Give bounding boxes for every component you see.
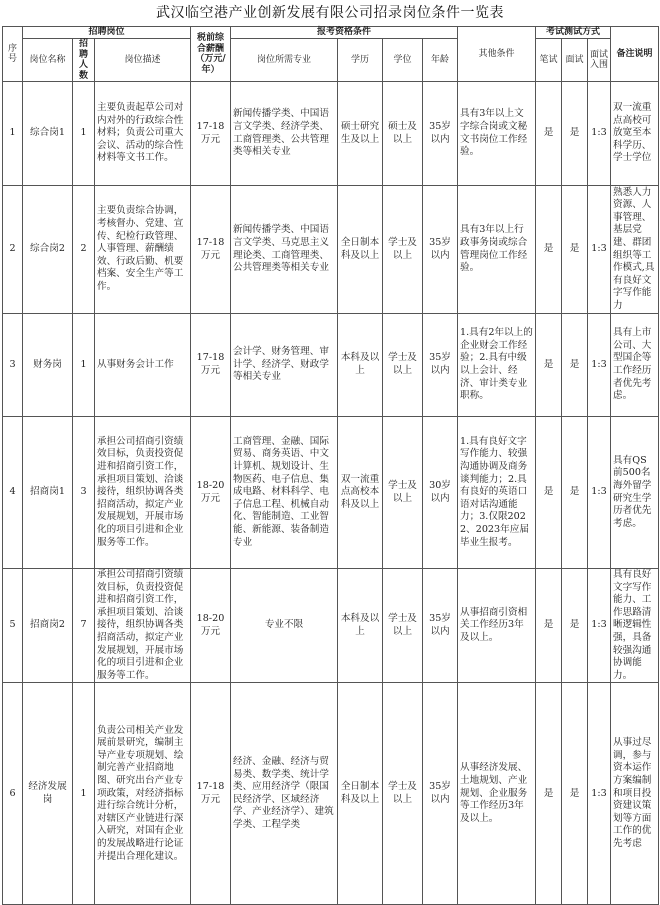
header-headcount: 招聘人数: [73, 39, 95, 82]
cell-major: 新闻传播学类、中国语言文学类、经济学类、工商管理类、公共管理类等相关专业: [231, 82, 338, 186]
cell-description-text: 承担公司招商引资绩效目标，负责投资促进和招商引资工作，承担项目策划、洽谈接待，组织协调各类招商活动，拟定产业发展规划，开展市场化的项目引进和企业服务等工作。: [97, 569, 184, 681]
header-salary: 税前综合薪酬（万元/年）: [191, 27, 231, 82]
table-row: [3, 417, 659, 569]
header-other: 其他条件: [458, 27, 536, 82]
cell-other: 具有3年以上行政事务岗或综合管理岗位工作经验。: [458, 186, 536, 314]
cell-position-name: 财务岗: [23, 314, 73, 417]
cell-seq: 3: [3, 314, 23, 417]
cell-position-name: 综合岗1: [23, 82, 73, 186]
cell-major: 专业不限: [231, 569, 338, 683]
cell-education: 双一流重点高校本科及以上: [338, 417, 383, 569]
cell-major: 会计学、财务管理、审计学、经济学、财政学等相关专业: [231, 314, 338, 417]
cell-degree: 学士及以上: [383, 186, 423, 314]
cell-interview: 是: [562, 569, 588, 683]
cell-other: 从事招商引资相关工作经历3年及以上。: [458, 569, 536, 683]
cell-position-name: 综合岗2: [23, 186, 73, 314]
cell-written: 是: [536, 417, 562, 569]
table-row: [3, 186, 659, 314]
cell-other: 具有3年以上文字综合岗或文秘文书岗位工作经验。: [458, 82, 536, 186]
cell-ratio: 1:3: [588, 82, 611, 186]
cell-seq: 2: [3, 186, 23, 314]
header-major: 岗位所需专业: [231, 39, 338, 82]
cell-interview: 是: [562, 417, 588, 569]
cell-interview: 是: [562, 314, 588, 417]
cell-description: 从事财务会计工作: [95, 314, 191, 417]
cell-headcount: 1: [73, 683, 95, 905]
cell-age: 35岁以内: [423, 82, 458, 186]
table-row: [3, 82, 659, 186]
header-remarks: 备注说明: [611, 27, 659, 82]
header-position-name: 岗位名称: [23, 39, 73, 82]
cell-ratio: 1:3: [588, 314, 611, 417]
header-exam-group: 考试测试方式: [536, 27, 611, 39]
page-title: 武汉临空港产业创新发展有限公司招录岗位条件一览表: [156, 5, 504, 21]
cell-description: 负责公司相关产业发展前景研究，编制主导产业专项规划、绘制完善产业招商地图、研究出台产业专项政策，对经济指标进行综合统计分析，对辖区产业链进行深入研究，对国有企业的发展战略进行论证并提出合理化建议。: [95, 683, 191, 905]
cell-remark: 具有良好文字写作能力、工作思路清晰逻辑性强，具备较强沟通协调能力。: [611, 569, 659, 683]
cell-headcount: 1: [73, 82, 95, 186]
cell-position-name: 招商岗2: [23, 569, 73, 683]
cell-age: 35岁以内: [423, 569, 458, 683]
cell-other: 1.具有良好文字写作能力、较强沟通协调及商务谈判能力；2.具有良好的英语口语对话沟通能力；3.仅限2022、2023年应届毕业生报考。: [458, 417, 536, 569]
cell-headcount: 7: [73, 569, 95, 683]
cell-education: 本科及以上: [338, 314, 383, 417]
cell-remark: 具有QS前500名海外留学研究生学历者优先考虑。: [611, 417, 659, 569]
cell-written: 是: [536, 314, 562, 417]
cell-salary: 18-20万元: [191, 569, 231, 683]
cell-education: 硕士研究生及以上: [338, 82, 383, 186]
cell-degree: 学士及以上: [383, 314, 423, 417]
header-seq: 序号: [3, 27, 23, 82]
table-row: [3, 314, 659, 417]
cell-salary: 17-18万元: [191, 82, 231, 186]
cell-seq: 4: [3, 417, 23, 569]
header-row-detail: [3, 39, 659, 82]
cell-seq: 1: [3, 82, 23, 186]
cell-age: 35岁以内: [423, 683, 458, 905]
cell-headcount: 1: [73, 314, 95, 417]
cell-education: 全日制本科及以上: [338, 186, 383, 314]
cell-ratio: 1:3: [588, 417, 611, 569]
cell-position-name: 招商岗1: [23, 417, 73, 569]
header-description: 岗位描述: [95, 39, 191, 82]
cell-degree: 学士及以上: [383, 683, 423, 905]
cell-major: 经济、金融、经济与贸易类、数学类、统计学类、应用经济学（限国民经济学、区域经济学、产业经济学）、建筑学类、工程学类: [231, 683, 338, 905]
cell-written: 是: [536, 186, 562, 314]
header-education: 学历: [338, 39, 383, 82]
cell-interview: 是: [562, 683, 588, 905]
cell-remark: 双一流重点高校可放宽至本科学历、学士学位: [611, 82, 659, 186]
header-interview: 面试: [562, 39, 588, 82]
cell-remark: 从事过尽调，参与资本运作方案编制和项目投资建议策划等方面工作的优先考虑: [611, 683, 659, 905]
cell-salary: 17-18万元: [191, 314, 231, 417]
cell-remark: 熟悉人力资源、人事管理、基层党建、群团组织等工作模式,具有良好文字写作能力: [611, 186, 659, 314]
header-degree: 学位: [383, 39, 423, 82]
header-row-group: [3, 27, 659, 39]
cell-description: 承担公司招商引资绩效目标，负责投资促进和招商引资工作，承担项目策划、洽谈接待，组织协调各类招商活动，拟定产业发展规划，开展市场化的项目引进和企业服务等工作。: [95, 417, 191, 569]
cell-degree: 学士及以上: [383, 417, 423, 569]
cell-written: 是: [536, 569, 562, 683]
header-age: 年龄: [423, 39, 458, 82]
cell-major: 工商管理、金融、国际贸易、商务英语、中文计算机、规划设计、生物医药、电子信息、集成电路、材料科学、电子信息工程、机械自动化、智能制造、工业智能、新能源、装备制造专业: [231, 417, 338, 569]
cell-education: 本科及以上: [338, 569, 383, 683]
cell-degree: 学士及以上: [383, 569, 423, 683]
cell-description: 主要负责综合协调，考核督办、党建、宣传、纪检行政管理、人事管理、薪酬绩效、行政后勤、机要档案、安全生产等工作。: [95, 186, 191, 314]
cell-written: 是: [536, 82, 562, 186]
cell-age: 30岁以内: [423, 417, 458, 569]
cell-seq: 6: [3, 683, 23, 905]
header-ratio: 面试入围: [588, 39, 611, 82]
cell-position-name: 经济发展岗: [23, 683, 73, 905]
header-recruit-group: 招聘岗位: [23, 27, 191, 39]
cell-salary: 17-18万元: [191, 683, 231, 905]
table-row: [3, 683, 659, 905]
cell-age: 35岁以内: [423, 186, 458, 314]
cell-seq: 5: [3, 569, 23, 683]
cell-written: 是: [536, 683, 562, 905]
table-row: [3, 569, 659, 683]
cell-salary: 18-20万元: [191, 417, 231, 569]
cell-headcount: 3: [73, 417, 95, 569]
cell-interview: 是: [562, 186, 588, 314]
cell-salary: 17-18万元: [191, 186, 231, 314]
positions-table: [2, 26, 659, 905]
cell-description: [95, 569, 191, 683]
header-written: 笔试: [536, 39, 562, 82]
cell-headcount: 2: [73, 186, 95, 314]
cell-other: 1.具有2年以上的企业财会工作经验；2.具有中级以上会计、经济、审计类专业职称。: [458, 314, 536, 417]
header-requirements-group: 报考资格条件: [231, 27, 458, 39]
cell-ratio: 1:3: [588, 569, 611, 683]
cell-interview: 是: [562, 82, 588, 186]
cell-ratio: 1:3: [588, 186, 611, 314]
cell-ratio: 1:3: [588, 683, 611, 905]
cell-degree: 硕士及以上: [383, 82, 423, 186]
cell-other: 从事经济发展、土地规划、产业规划、企业服务等工作经历3年及以上。: [458, 683, 536, 905]
cell-age: 35岁以内: [423, 314, 458, 417]
cell-description: 主要负责起草公司对内对外的行政综合性材料；负责公司重大会议、活动的综合性材料等文书工作。: [95, 82, 191, 186]
cell-major: 新闻传播学类、中国语言文学类、马克思主义理论类、工商管理类、公共管理类等相关专业: [231, 186, 338, 314]
cell-remark: 具有上市公司、大型国企等工作经历者优先考虑。: [611, 314, 659, 417]
cell-education: 全日制本科及以上: [338, 683, 383, 905]
